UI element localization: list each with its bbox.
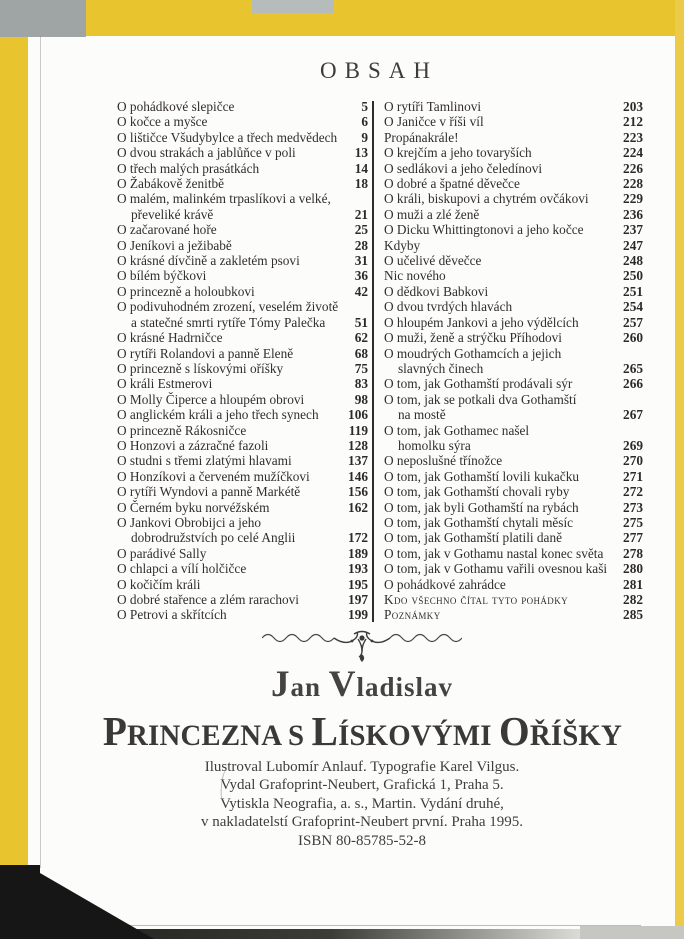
toc-entry bbox=[384, 392, 643, 423]
toc-entry-title: Nic nového bbox=[384, 268, 446, 284]
toc-entry-page: 223 bbox=[623, 129, 643, 145]
toc-entry-title: O králi Estmerovi bbox=[117, 376, 213, 392]
scan-grey-corner-bottomright bbox=[580, 926, 684, 939]
toc-entry-title: O muži a zlé ženě bbox=[384, 206, 480, 222]
toc-entry-title: O princezně s lískovými oříšky bbox=[117, 360, 284, 376]
toc-entry-page: 229 bbox=[623, 191, 643, 207]
toc-entry-page: 31 bbox=[354, 253, 368, 269]
toc-entry-page: 228 bbox=[623, 176, 643, 192]
toc-entry-title: O anglickém králi a jeho třech synech bbox=[117, 407, 319, 423]
scan-edge-left bbox=[0, 0, 28, 939]
toc-entry bbox=[384, 114, 643, 129]
toc-entry-page: 189 bbox=[348, 545, 368, 561]
toc-entry-title: O začarované hoře bbox=[117, 222, 217, 238]
toc-entry-title: Poznámky bbox=[384, 607, 441, 623]
toc-entry bbox=[384, 500, 643, 515]
toc-entry-page: 197 bbox=[348, 592, 368, 607]
toc-entry bbox=[117, 361, 368, 376]
toc-entry-title: O parádivé Sally bbox=[117, 545, 207, 561]
toc-entry bbox=[117, 407, 368, 422]
toc-entry-page: 156 bbox=[348, 484, 368, 500]
toc-entry-page: 137 bbox=[348, 453, 368, 469]
toc-entry-title: O lištičce Všudybylce a třech medvědech bbox=[117, 129, 338, 145]
toc-entry-title: O studni s třemi zlatými hlavami bbox=[117, 453, 292, 469]
toc-entry bbox=[117, 453, 368, 468]
toc-entry bbox=[384, 607, 643, 622]
toc-entry-title: O tom, jak Gothamští platili daně bbox=[384, 530, 563, 546]
toc-entry bbox=[384, 222, 643, 237]
toc-entry-page: 6 bbox=[361, 114, 368, 130]
toc-entry bbox=[384, 530, 643, 545]
toc-entry-page: 257 bbox=[623, 314, 643, 330]
toc-entry-title: O Molly Čiperce a hloupém obrovi bbox=[117, 391, 305, 407]
toc-entry-title: O dobré a špatné děvečce bbox=[384, 176, 520, 192]
toc-entry-page: 251 bbox=[623, 283, 643, 299]
toc-entry-page: 277 bbox=[623, 530, 643, 546]
toc-entry-title: O princezně a holoubkovi bbox=[117, 283, 255, 299]
toc-entry-page: 275 bbox=[623, 514, 643, 530]
toc-entry bbox=[117, 607, 368, 622]
toc-entry-page: 13 bbox=[354, 145, 368, 161]
toc-entry-page: 172 bbox=[348, 530, 368, 546]
colophon-line: Vytiskla Neografia, a. s., Martin. Vydání druhé, bbox=[220, 795, 504, 812]
toc-entry-title: O třech malých prasátkách bbox=[117, 160, 260, 176]
toc-entry-page: 203 bbox=[623, 99, 643, 114]
toc-entry-page: 285 bbox=[623, 607, 643, 623]
toc-entry bbox=[384, 145, 643, 160]
toc-entry bbox=[117, 500, 368, 515]
toc-entry bbox=[384, 207, 643, 222]
toc-entry-title: O Dicku Whittingtonovi a jeho kočce bbox=[384, 222, 584, 238]
toc-entry bbox=[117, 330, 368, 345]
toc-entry bbox=[384, 484, 643, 499]
toc-entry bbox=[384, 330, 643, 345]
toc-entry-title: O dvou strakách a jablůňce v poli bbox=[117, 145, 296, 161]
toc-entry bbox=[117, 577, 368, 592]
toc-entry bbox=[117, 469, 368, 484]
toc-entry-page: 236 bbox=[623, 206, 643, 222]
toc-entry-page: 250 bbox=[623, 268, 643, 284]
toc-entry bbox=[117, 253, 368, 268]
toc-entry-title: O moudrých Gothamcích a jejich slavných činech bbox=[384, 345, 562, 376]
toc-entry bbox=[384, 253, 643, 268]
toc-entry-title: O dvou tvrdých hlavách bbox=[384, 299, 513, 315]
toc-entry bbox=[117, 376, 368, 391]
toc-entry bbox=[117, 592, 368, 607]
toc-entry bbox=[384, 346, 643, 377]
colophon-line: Ilustroval Lubomír Anlauf. Typografie Karel Vilgus. bbox=[204, 758, 520, 775]
toc-entry bbox=[384, 176, 643, 191]
toc-entry bbox=[117, 561, 368, 576]
toc-entry-title: O krásné Hadrničce bbox=[117, 330, 223, 346]
scan-black-corner-wedge bbox=[40, 873, 154, 939]
toc-entry-title: O princezně Rákosničce bbox=[117, 422, 247, 438]
toc-entry-page: 98 bbox=[354, 391, 368, 407]
toc-entry bbox=[384, 376, 643, 391]
toc-entry-page: 199 bbox=[348, 607, 368, 623]
toc-entry-title: O hloupém Jankovi a jeho výdělcích bbox=[384, 314, 579, 330]
toc-entry-title: O dobré stařence a zlém rarachovi bbox=[117, 592, 299, 607]
toc-entry-title: O tom, jak se potkali dva Gothamští na mostě bbox=[384, 391, 577, 423]
toc-entry-page: 146 bbox=[348, 468, 368, 484]
toc-entry-title: O Honzovi a zázračné fazoli bbox=[117, 437, 269, 453]
toc-entry-title: O rytíři Tamlinovi bbox=[384, 99, 482, 114]
toc-entry-title: O pohádkové zahrádce bbox=[384, 576, 506, 592]
toc-entry-title: O neposlušné třínožce bbox=[384, 453, 503, 469]
ornament-divider-icon bbox=[262, 629, 462, 663]
toc-entry-page: 195 bbox=[348, 576, 368, 592]
toc-entry bbox=[384, 453, 643, 468]
toc-entry-title: O králi, biskupovi a chytrém ovčákovi bbox=[384, 191, 589, 207]
toc-entry-page: 254 bbox=[623, 299, 643, 315]
toc-entry-page: 278 bbox=[623, 545, 643, 561]
toc-entry bbox=[117, 99, 368, 114]
toc-entry-title: O muži, ženě a strýčku Příhodovi bbox=[384, 330, 562, 346]
toc-entry-page: 270 bbox=[623, 453, 643, 469]
toc-entry bbox=[117, 130, 368, 145]
toc-entry-title: O Honzíkovi a červeném mužíčkovi bbox=[117, 468, 310, 484]
toc-entry-title: O tom, jak byli Gothamští na rybách bbox=[384, 499, 579, 515]
colophon-line: v nakladatelstí Grafoprint-Neubert první. Praha 1995. bbox=[201, 814, 523, 831]
toc-entry bbox=[117, 515, 368, 546]
toc-entry bbox=[117, 238, 368, 253]
toc-entry-page: 247 bbox=[623, 237, 643, 253]
toc-entry bbox=[117, 176, 368, 191]
toc-entry-page: 162 bbox=[348, 499, 368, 515]
toc-entry-title: Propánakrále! bbox=[384, 129, 459, 145]
toc-entry-title: O tom, jak Gothamec našel homolku sýra bbox=[384, 422, 530, 453]
toc-entry-page: 128 bbox=[348, 437, 368, 453]
toc-entry-page: 51 bbox=[354, 314, 368, 330]
toc-entry-page: 25 bbox=[354, 222, 368, 238]
toc-entry bbox=[384, 469, 643, 484]
toc-entry-title: Kdyby bbox=[384, 237, 421, 253]
toc-entry-page: 272 bbox=[623, 484, 643, 500]
scan-edge-top bbox=[0, 0, 684, 36]
scan-black-corner bbox=[0, 865, 40, 939]
toc-entry-title: O Petrovi a skřítcích bbox=[117, 607, 227, 623]
toc-entry-title: O pohádkové slepičce bbox=[117, 99, 235, 114]
toc-entry bbox=[384, 191, 643, 206]
toc-entry bbox=[384, 546, 643, 561]
toc-entry bbox=[384, 592, 643, 607]
toc-entry-title: O rytíři Rolandovi a panně Eleně bbox=[117, 345, 294, 361]
toc-entry-title: O krásné dívčině a zakletém psovi bbox=[117, 253, 300, 269]
toc-entry-page: 28 bbox=[354, 237, 368, 253]
toc-entry-page: 75 bbox=[354, 360, 368, 376]
toc-entry-title: O Žabákově ženitbě bbox=[117, 176, 225, 192]
toc-entry bbox=[117, 284, 368, 299]
toc-entry-page: 42 bbox=[354, 283, 368, 299]
author-name: Jan Vladislav bbox=[270, 664, 454, 705]
toc-entry bbox=[384, 515, 643, 530]
toc-entry-page: 269 bbox=[623, 437, 643, 453]
toc-entry bbox=[117, 423, 368, 438]
toc-entry-title: O podivuhodném zrození, veselém životě a statečné smrti rytíře Tómy Palečka bbox=[117, 299, 339, 330]
toc-entry-page: 18 bbox=[354, 176, 368, 192]
toc-entry-page: 5 bbox=[361, 99, 368, 114]
toc-entry-title: O kočce a myšce bbox=[117, 114, 208, 130]
colophon-line: Vydal Grafoprint-Neubert, Grafická 1, Praha 5. bbox=[220, 777, 504, 794]
toc-entry-title: O sedlákovi a jeho čeledínovi bbox=[384, 160, 543, 176]
toc-entry bbox=[384, 284, 643, 299]
toc-entry bbox=[117, 392, 368, 407]
toc-entry-title: O bílém býčkovi bbox=[117, 268, 207, 284]
toc-entry-title: O tom, jak Gothamští chovali ryby bbox=[384, 484, 570, 500]
toc-entry-title: O tom, jak v Gothamu nastal konec světa bbox=[384, 545, 604, 561]
toc-entry-page: 226 bbox=[623, 160, 643, 176]
toc-entry-page: 260 bbox=[623, 330, 643, 346]
colophon-block bbox=[38, 629, 684, 851]
book-title: PRINCEZNA S LÍSKOVÝMI OŘÍŠKY bbox=[102, 707, 622, 754]
toc-entry-page: 282 bbox=[623, 592, 643, 607]
toc-entry bbox=[384, 238, 643, 253]
toc-entry bbox=[384, 99, 643, 114]
toc-entry bbox=[384, 130, 643, 145]
toc-entry bbox=[384, 161, 643, 176]
colophon-line: ISBN 80-85785-52-8 bbox=[298, 833, 426, 850]
toc-entry-page: 224 bbox=[623, 145, 643, 161]
toc-entry-page: 106 bbox=[348, 407, 368, 423]
toc-entry-title: O krejčím a jeho tovaryších bbox=[384, 145, 532, 161]
toc-entry bbox=[117, 145, 368, 160]
toc-entry-page: 266 bbox=[623, 376, 643, 392]
toc-entry bbox=[384, 561, 643, 576]
toc-entry-title: O tom, jak Gothamští lovili kukačku bbox=[384, 468, 579, 484]
toc-entry-title: O Černém byku norvéžském bbox=[117, 499, 270, 515]
toc-entry bbox=[117, 484, 368, 499]
toc-entry-page: 62 bbox=[354, 330, 368, 346]
toc-entry bbox=[117, 222, 368, 237]
toc-entry-title: O tom, jak Gothamští prodávali sýr bbox=[384, 376, 573, 392]
toc-entry-page: 281 bbox=[623, 576, 643, 592]
toc-entry bbox=[117, 191, 368, 222]
toc-entry-title: O dědkovi Babkovi bbox=[384, 283, 489, 299]
toc-entry-page: 21 bbox=[354, 206, 368, 222]
toc-entry-page: 9 bbox=[361, 129, 368, 145]
toc-entry-page: 267 bbox=[623, 407, 643, 423]
toc-entry-title: O tom, jak v Gothamu vařili ovesnou kaši bbox=[384, 561, 608, 577]
toc-entry-page: 68 bbox=[354, 345, 368, 361]
toc-entry bbox=[384, 268, 643, 283]
toc-entry-page: 271 bbox=[623, 468, 643, 484]
toc-entry-title: O Jankovi Obrobijci a jeho dobrodružstvích po celé Anglii bbox=[117, 514, 296, 546]
toc-entry-page: 193 bbox=[348, 561, 368, 577]
toc-entry-page: 83 bbox=[354, 376, 368, 392]
toc-entry-page: 212 bbox=[623, 114, 643, 130]
colophon-lines bbox=[38, 758, 684, 851]
toc-entry-title: O Jeníkovi a ježibabě bbox=[117, 237, 232, 253]
toc-entry bbox=[117, 438, 368, 453]
toc-entry bbox=[384, 315, 643, 330]
scan-grey-patch-topleft bbox=[0, 0, 86, 37]
toc-entry-title: O kočičím králi bbox=[117, 576, 201, 592]
toc-entry bbox=[117, 346, 368, 361]
toc-entry-page: 280 bbox=[623, 561, 643, 577]
toc-right-column bbox=[384, 99, 643, 623]
toc-entry bbox=[384, 299, 643, 314]
toc-column-divider bbox=[372, 101, 374, 622]
toc-entry bbox=[117, 546, 368, 561]
toc-entry-page: 36 bbox=[354, 268, 368, 284]
page-title: OBSAH bbox=[320, 58, 438, 83]
toc-entry bbox=[117, 161, 368, 176]
toc-entry bbox=[117, 299, 368, 330]
toc-entry-title: O chlapci a vílí holčičce bbox=[117, 561, 247, 577]
toc-entry-page: 248 bbox=[623, 253, 643, 269]
toc-entry-title: Kdo všechno čítal tyto pohádky bbox=[384, 592, 569, 607]
toc-entry bbox=[384, 423, 643, 454]
toc-entry-page: 265 bbox=[623, 360, 643, 376]
toc-entry-page: 273 bbox=[623, 499, 643, 515]
toc-entry bbox=[117, 114, 368, 129]
toc-left-column bbox=[117, 99, 368, 623]
toc-entry-title: O rytíři Wyndovi a panně Markétě bbox=[117, 484, 301, 500]
toc-entry-page: 237 bbox=[623, 222, 643, 238]
toc-entry-title: O tom, jak Gothamští chytali měsíc bbox=[384, 514, 574, 530]
toc-entry-title: O učelivé děvečce bbox=[384, 253, 482, 269]
toc-entry-page: 14 bbox=[354, 160, 368, 176]
toc-entry-page: 119 bbox=[348, 422, 368, 438]
toc-entry-title: O Janičce v říši víl bbox=[384, 114, 484, 130]
scan-grey-patch-topmid bbox=[252, 0, 334, 13]
toc-entry-title: O malém, malinkém trpaslíkovi a velké, převeliké krávě bbox=[117, 191, 331, 222]
toc-entry bbox=[117, 268, 368, 283]
toc-entry bbox=[384, 577, 643, 592]
